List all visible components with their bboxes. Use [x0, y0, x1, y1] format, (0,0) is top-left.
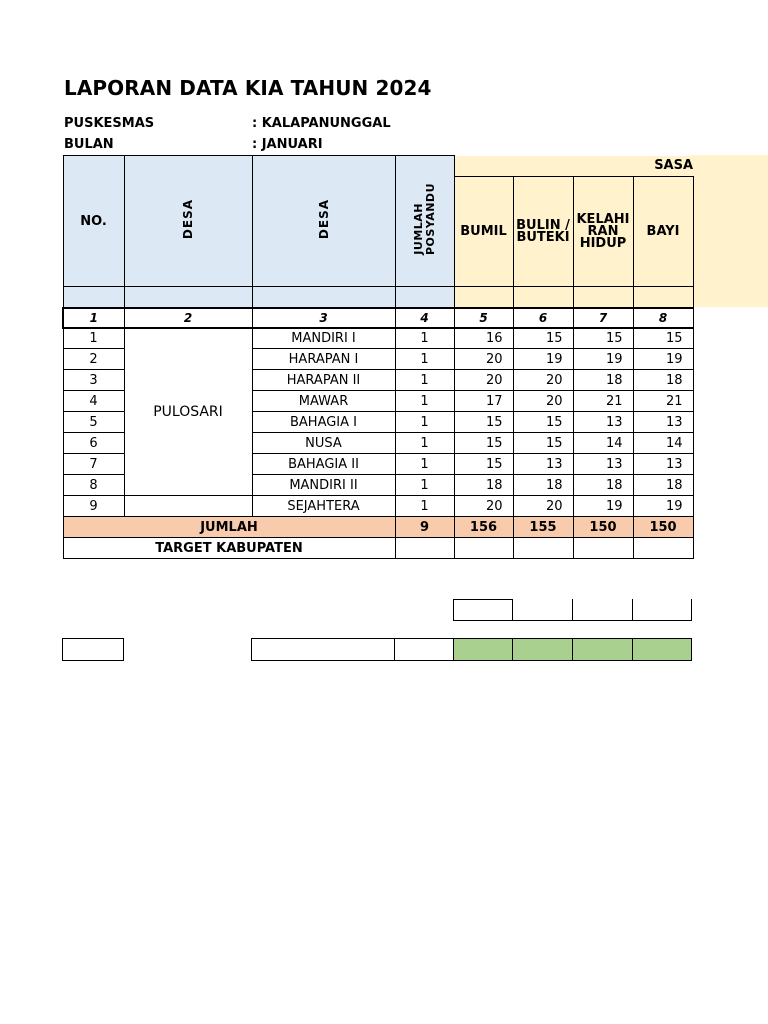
- row-bumil: 15: [454, 433, 513, 454]
- column-number: 5: [454, 308, 513, 328]
- row-no: 2: [63, 349, 124, 370]
- column-number: 7: [573, 308, 633, 328]
- row-kelahiran: 19: [573, 496, 633, 517]
- row-bumil: 20: [454, 349, 513, 370]
- group-desa-cell: PULOSARI: [124, 328, 252, 496]
- target-cell: [573, 538, 633, 559]
- target-cell: [395, 538, 454, 559]
- total-kelahiran: 150: [573, 517, 633, 538]
- header-spacer-cell: [454, 287, 513, 308]
- column-number: 2: [124, 308, 252, 328]
- row-bumil: 17: [454, 391, 513, 412]
- row-bayi: 19: [633, 349, 693, 370]
- table-row: [63, 328, 693, 349]
- column-number: 6: [513, 308, 573, 328]
- row-bulin: 15: [513, 433, 573, 454]
- row-kelahiran: 13: [573, 412, 633, 433]
- column-number-row: [63, 308, 693, 328]
- column-number: 3: [252, 308, 395, 328]
- header-spacer-cell: [395, 287, 454, 308]
- header-bumil: BUMIL: [454, 177, 513, 287]
- empty-cell: [572, 599, 633, 621]
- column-number: 4: [395, 308, 454, 328]
- row-bulin: 18: [513, 475, 573, 496]
- header-desa-1: [124, 156, 252, 287]
- row-kelahiran: 19: [573, 349, 633, 370]
- target-row: [63, 538, 693, 559]
- row-bayi: 14: [633, 433, 693, 454]
- empty-desa-cell: [124, 496, 252, 517]
- header-bayi: BAYI: [633, 177, 693, 287]
- empty-cell: [512, 599, 573, 621]
- total-row: [63, 517, 693, 538]
- row-posyandu: 1: [395, 433, 454, 454]
- empty-cell: [62, 638, 124, 661]
- table-row: [63, 496, 693, 517]
- empty-cell: [394, 638, 454, 661]
- header-jumlah-posyandu: [395, 156, 454, 287]
- row-bulin: 19: [513, 349, 573, 370]
- column-number: 1: [63, 308, 124, 328]
- row-no: 8: [63, 475, 124, 496]
- row-desa: MANDIRI II: [252, 475, 395, 496]
- header-spacer-cell: [633, 287, 693, 308]
- row-bayi: 13: [633, 454, 693, 475]
- row-kelahiran: 18: [573, 370, 633, 391]
- row-bulin: 20: [513, 370, 573, 391]
- row-bumil: 15: [454, 412, 513, 433]
- row-bayi: 18: [633, 475, 693, 496]
- row-bumil: 18: [454, 475, 513, 496]
- green-cell: [512, 638, 573, 661]
- row-posyandu: 1: [395, 496, 454, 517]
- puskesmas-value: : KALAPANUNGGAL: [252, 116, 391, 131]
- puskesmas-label: PUSKESMAS: [64, 116, 155, 131]
- row-desa: HARAPAN I: [252, 349, 395, 370]
- total-bayi: 150: [633, 517, 693, 538]
- header-jumlah-posyandu-line-1: JUMLAH: [411, 203, 425, 256]
- green-cell: [453, 638, 513, 661]
- row-posyandu: 1: [395, 349, 454, 370]
- row-posyandu: 1: [395, 391, 454, 412]
- header-desa-2-label: DESA: [316, 198, 331, 240]
- total-posyandu: 9: [395, 517, 454, 538]
- row-no: 9: [63, 496, 124, 517]
- row-no: 6: [63, 433, 124, 454]
- row-posyandu: 1: [395, 475, 454, 496]
- row-bayi: 18: [633, 370, 693, 391]
- row-bayi: 21: [633, 391, 693, 412]
- row-bumil: 15: [454, 454, 513, 475]
- target-cell: [454, 538, 513, 559]
- target-cell: [513, 538, 573, 559]
- green-cell: [632, 638, 692, 661]
- sasaran-header-extension: [691, 155, 768, 307]
- row-bulin: 15: [513, 412, 573, 433]
- row-kelahiran: 21: [573, 391, 633, 412]
- row-desa: SEJAHTERA: [252, 496, 395, 517]
- row-desa: NUSA: [252, 433, 395, 454]
- kia-data-table: [62, 155, 694, 559]
- header-spacer-cell: [63, 287, 124, 308]
- header-no: NO.: [63, 156, 124, 287]
- row-kelahiran: 18: [573, 475, 633, 496]
- total-label: JUMLAH: [63, 517, 395, 538]
- row-bayi: 15: [633, 328, 693, 349]
- row-desa: HARAPAN II: [252, 370, 395, 391]
- total-bumil: 156: [454, 517, 513, 538]
- row-kelahiran: 15: [573, 328, 633, 349]
- row-bumil: 20: [454, 370, 513, 391]
- header-sasaran: SASA: [454, 156, 693, 177]
- row-bayi: 19: [633, 496, 693, 517]
- header-spacer-cell: [573, 287, 633, 308]
- row-no: 3: [63, 370, 124, 391]
- row-posyandu: 1: [395, 454, 454, 475]
- empty-cell: [632, 599, 692, 621]
- row-no: 1: [63, 328, 124, 349]
- header-bulin: BULIN / BUTEKI: [513, 177, 573, 287]
- target-label: TARGET KABUPATEN: [63, 538, 395, 559]
- row-no: 5: [63, 412, 124, 433]
- row-kelahiran: 14: [573, 433, 633, 454]
- row-desa: BAHAGIA I: [252, 412, 395, 433]
- row-desa: MANDIRI I: [252, 328, 395, 349]
- row-posyandu: 1: [395, 370, 454, 391]
- header-spacer-cell: [124, 287, 252, 308]
- row-posyandu: 1: [395, 412, 454, 433]
- row-desa: BAHAGIA II: [252, 454, 395, 475]
- column-number: 8: [633, 308, 693, 328]
- green-cell: [572, 638, 633, 661]
- header-desa-1-label: DESA: [181, 198, 195, 240]
- header-jumlah-posyandu-line-2: POSYANDU: [423, 182, 437, 256]
- row-bulin: 20: [513, 391, 573, 412]
- row-desa: MAWAR: [252, 391, 395, 412]
- bulan-value: : JANUARI: [252, 137, 323, 152]
- row-posyandu: 1: [395, 328, 454, 349]
- header-spacer-cell: [252, 287, 395, 308]
- header-spacer-cell: [513, 287, 573, 308]
- bulan-label: BULAN: [64, 137, 114, 152]
- header-desa-2: [252, 156, 395, 287]
- header-kelahiran-hidup: KELAHI RAN HIDUP: [573, 177, 633, 287]
- report-title: LAPORAN DATA KIA TAHUN 2024: [64, 76, 432, 100]
- row-bulin: 15: [513, 328, 573, 349]
- row-bumil: 20: [454, 496, 513, 517]
- row-bayi: 13: [633, 412, 693, 433]
- target-cell: [633, 538, 693, 559]
- row-bumil: 16: [454, 328, 513, 349]
- row-kelahiran: 13: [573, 454, 633, 475]
- empty-cell: [453, 599, 513, 621]
- row-no: 7: [63, 454, 124, 475]
- empty-cell: [251, 638, 395, 661]
- row-bulin: 13: [513, 454, 573, 475]
- total-bulin: 155: [513, 517, 573, 538]
- row-bulin: 20: [513, 496, 573, 517]
- row-no: 4: [63, 391, 124, 412]
